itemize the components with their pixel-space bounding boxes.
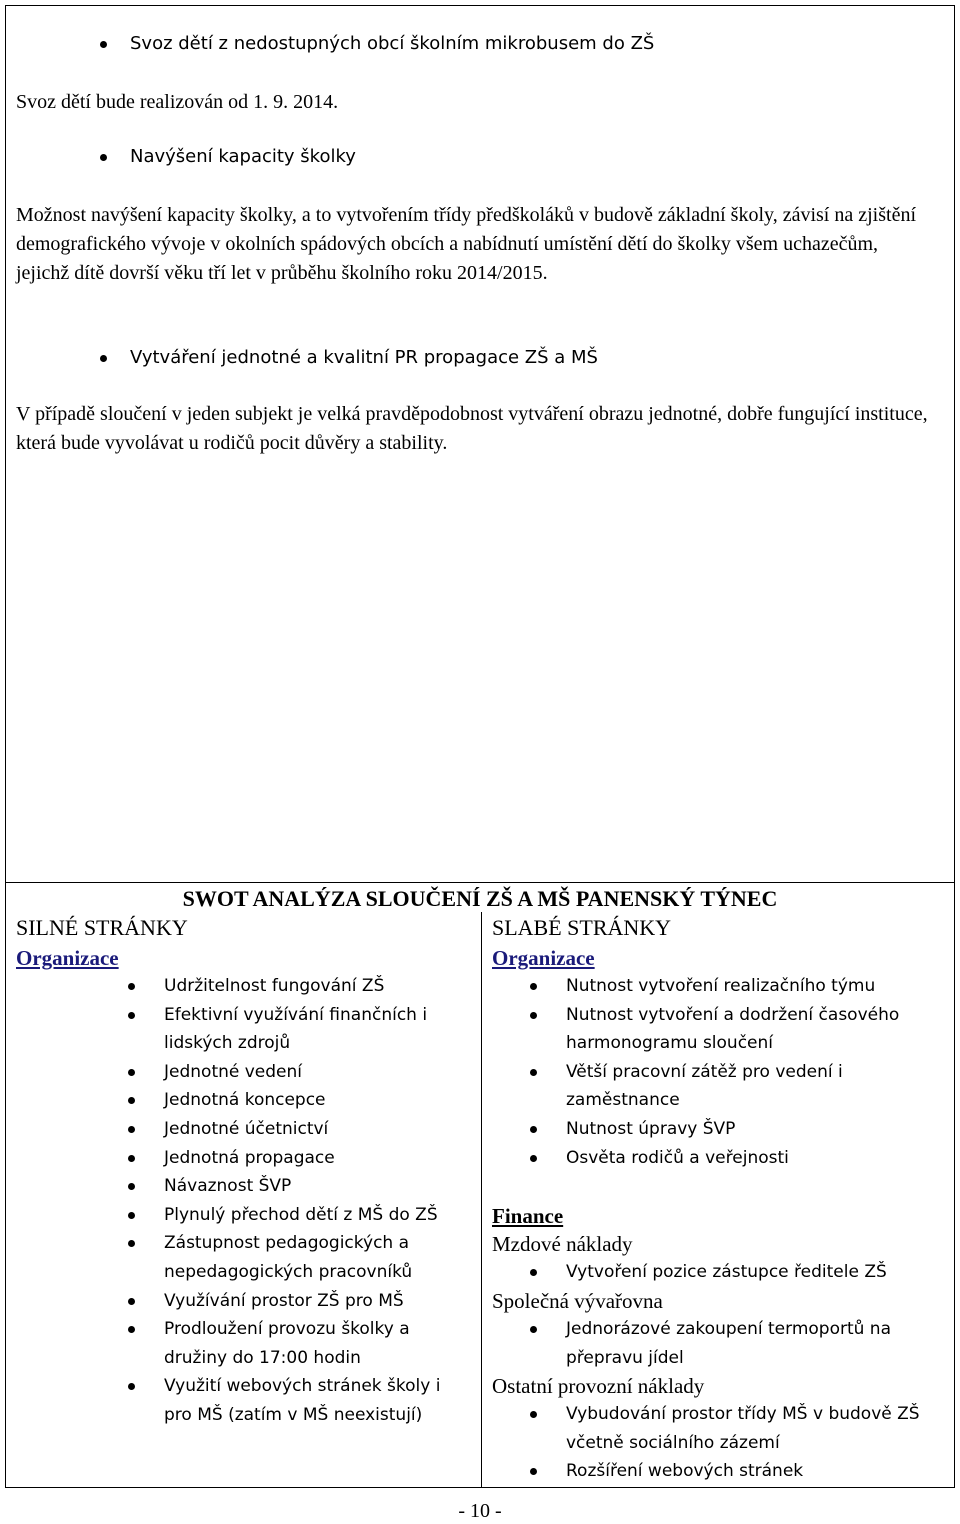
list-item: Vytvoření pozice zástupce ředitele ZŠ bbox=[528, 1258, 943, 1287]
list-item: Jednotná koncepce bbox=[126, 1086, 471, 1115]
list-item: Větší pracovní zátěž pro vedení i zaměstnance bbox=[528, 1058, 943, 1115]
weaknesses-org-list bbox=[528, 972, 943, 1172]
list-item: Nutnost vytvoření a dodržení časového harmonogramu sloučení bbox=[528, 1001, 943, 1058]
swot-top-border bbox=[5, 882, 955, 883]
weaknesses-heading: SLABÉ STRÁNKY bbox=[492, 915, 672, 940]
finance-heading: Finance bbox=[492, 1204, 564, 1228]
bullet-propagace: Vytváření jednotné a kvalitní PR propagace ZŠ a MŠ bbox=[130, 347, 598, 368]
list-item: Rozšíření webových stránek bbox=[528, 1457, 943, 1486]
swot-title: SWOT ANALÝZA SLOUČENÍ ZŠ A MŠ PANENSKÝ TÝNEC bbox=[182, 886, 778, 911]
bullet-svoz: Svoz dětí z nedostupných obcí školním mikrobusem do ZŠ bbox=[130, 33, 655, 54]
weaknesses-org-heading: Organizace bbox=[492, 946, 595, 970]
list-item: Jednotné účetnictví bbox=[126, 1115, 471, 1144]
ostatni-naklady-label: Ostatní provozní náklady bbox=[492, 1374, 705, 1398]
list-item: Využívání prostor ZŠ pro MŠ bbox=[126, 1287, 471, 1316]
bullet-kapacita: Navýšení kapacity školky bbox=[130, 146, 356, 167]
list-item: Udržitelnost fungování ZŠ bbox=[126, 972, 471, 1001]
list-item: Zástupnost pedagogických a nepedagogických pracovníků bbox=[126, 1229, 471, 1286]
strengths-heading: SILNÉ STRÁNKY bbox=[16, 915, 188, 940]
list-item: Prodloužení provozu školky a družiny do 17:00 hodin bbox=[126, 1315, 471, 1372]
strengths-list bbox=[126, 972, 471, 1430]
list-item: Jednotné vedení bbox=[126, 1058, 471, 1087]
para-propagace: V případě sloučení v jeden subjekt je velká pravděpodobnost vytváření obrazu jednotné, dobře fungující instituce, která bude vyvolávat u rodičů pocit důvěry a stability. bbox=[16, 403, 928, 454]
list-item: Nutnost úpravy ŠVP bbox=[528, 1115, 943, 1144]
spolecna-vyvarovna-label: Společná vývařovna bbox=[492, 1289, 663, 1313]
list-item: Návaznost ŠVP bbox=[126, 1172, 471, 1201]
page-number: - 10 - bbox=[458, 1500, 502, 1522]
strengths-org-heading: Organizace bbox=[16, 946, 119, 970]
swot-column-divider bbox=[481, 912, 482, 1488]
mzdove-naklady-label: Mzdové náklady bbox=[492, 1232, 633, 1256]
vyvarovna-list bbox=[528, 1315, 943, 1372]
list-item: Plynulý přechod dětí z MŠ do ZŠ bbox=[126, 1201, 471, 1230]
list-item: Využití webových stránek školy i pro MŠ (zatím v MŠ neexistují) bbox=[126, 1372, 471, 1429]
list-item: Efektivní využívání finančních i lidských zdrojů bbox=[126, 1001, 471, 1058]
list-item: Vybudování prostor třídy MŠ v budově ZŠ včetně sociálního zázemí bbox=[528, 1400, 943, 1457]
mzdove-list bbox=[528, 1258, 943, 1287]
list-item: Nutnost vytvoření realizačního týmu bbox=[528, 972, 943, 1001]
para-svoz: Svoz dětí bude realizován od 1. 9. 2014. bbox=[16, 91, 339, 113]
list-item: Osvěta rodičů a veřejnosti bbox=[528, 1144, 943, 1173]
para-kapacita: Možnost navýšení kapacity školky, a to vytvořením třídy předškoláků v budově základní školy, závisí na zjištění demografického vývoje v okolních spádových obcích a nabídnutí umístění dětí do školky všem uchazečům, jejichž dítě dovrší věku tří let v průběhu školního roku 2014/2015. bbox=[16, 204, 916, 284]
list-item: Jednotná propagace bbox=[126, 1144, 471, 1173]
ostatni-list bbox=[528, 1400, 943, 1486]
list-item: Jednorázové zakoupení termoportů na přepravu jídel bbox=[528, 1315, 943, 1372]
